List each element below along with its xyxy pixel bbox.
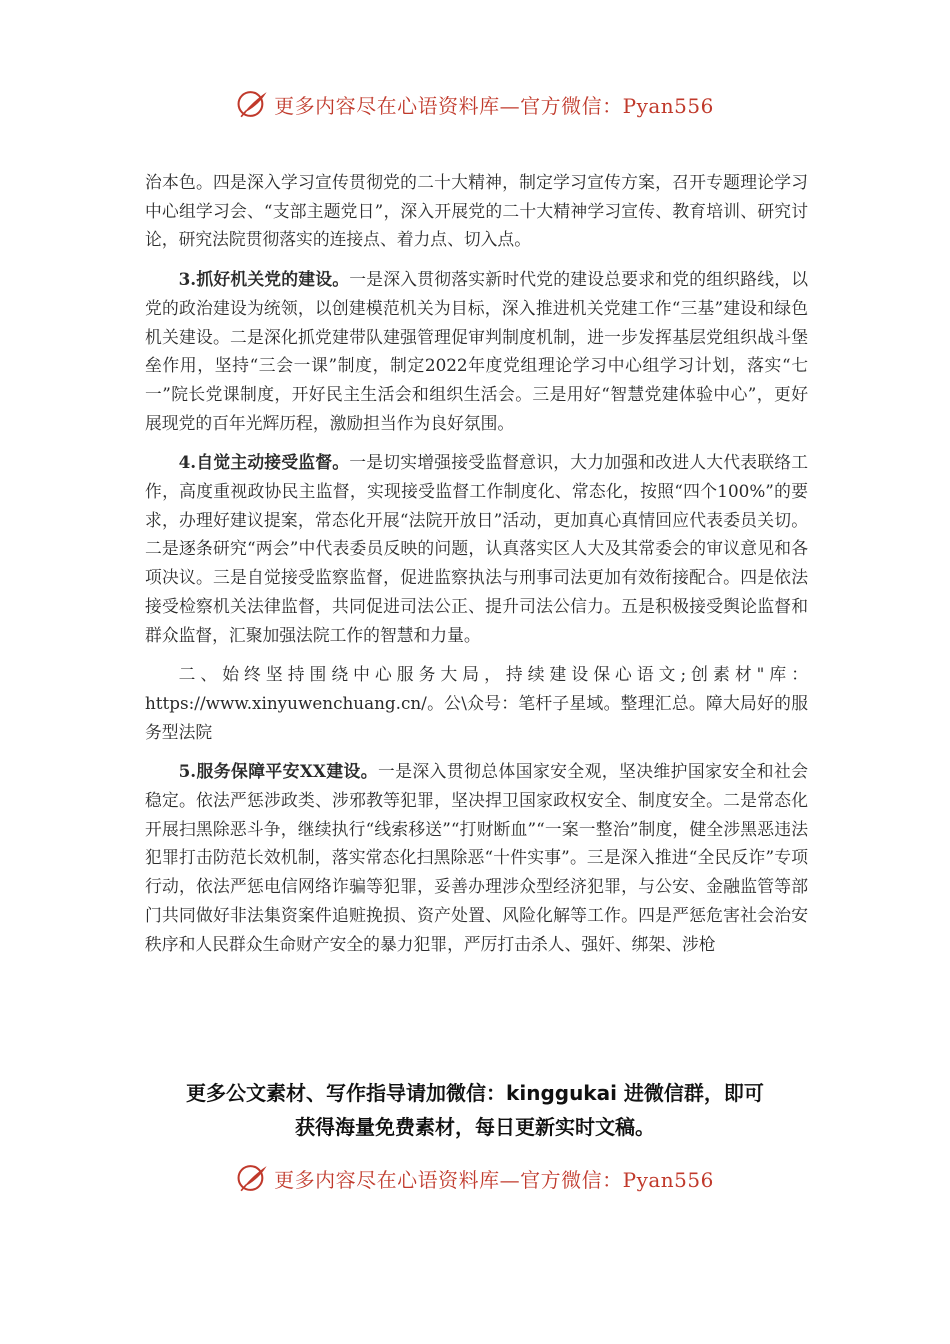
paragraph-body: 治本色。四是深入学习宣传贯彻党的二十大精神，制定学习宣传方案，召开专题理论学习中心组学习会、“支部主题党日”，深入开展党的二十大精神学习宣传、教育培训、研究讨论，研究法院贯彻落实的连接点、着力点、切入点。 [145,172,808,250]
paragraph [145,660,808,746]
quill-logo-icon [236,1161,270,1195]
promo-line-2: 获得海量免费素材，每日更新实时文稿。 [295,1115,655,1139]
paragraph [145,757,808,958]
paragraph-body: 一是深入贯彻总体国家安全观，坚决维护国家安全和社会稳定。依法严惩涉政类、涉邪教等犯罪，坚决捍卫国家政权安全、制度安全。二是常态化开展扫黑除恶斗争，继续执行“线索移送”“打财断血”“一案一整治”制度，健全涉黑恶违法犯罪打击防范长效机制，落实常态化扫黑除恶“十件实事”。三是深入推进“全民反诈”专项行动，依法严惩电信网络诈骗等犯罪，妥善办理涉众型经济犯罪，与公安、金融监管等部门共同做好非法集资案件追赃挽损、资产处置、风险化解等工作。四是严惩危害社会治安秩序和人民群众生命财产安全的暴力犯罪，严厉打击杀人、强奸、绑架、涉枪 [145,761,808,954]
paragraph-body: 一是深入贯彻落实新时代党的建设总要求和党的组织路线，以党的政治建设为统领，以创建模范机关为目标，深入推进机关党建工作“三基”建设和绿色机关建设。二是深化抓党建带队建强管理促审判制度机制，进一步发挥基层党组织战斗堡垒作用，坚持“三会一课”制度，制定2022年度党组理论学习中心组学习计划，落实“七一”院长党课制度，开好民主生活会和组织生活会。三是用好“智慧党建体验中心”，更好展现党的百年光辉历程，激励担当作为良好氛围。 [145,269,808,433]
quill-logo-icon [236,87,270,121]
document-body [145,168,808,969]
paragraph-heading: 4.自觉主动接受监督。 [178,452,350,473]
paragraph-heading: 5.服务保障平安XX建设。 [178,761,378,782]
paragraph [145,265,808,437]
paragraph-body: 一是切实增强接受监督意识，大力加强和改进人大代表联络工作，高度重视政协民主监督，实现接受监督工作制度化、常态化，按照“四个100%”的要求，办理好建议提案，常态化开展“法院开放日”活动，更加真心真情回应代表委员关切。二是逐条研究“两会”中代表委员反映的问题，认真落实区人大及其常委会的审议意见和各项决议。三是自觉接受监察监督，促进监察执法与刑事司法更加有效衔接配合。四是依法接受检察机关法律监督，共同促进司法公正、提升司法公信力。五是积极接受舆论监督和群众监督，汇聚加强法院工作的智慧和力量。 [145,452,808,645]
banner-text: 更多内容尽在心语资料库—官方微信：Pyan556 [274,1167,714,1192]
footer-banner [0,1158,950,1198]
promo-line-1: 更多公文素材、写作指导请加微信：kinggukai 进微信群，即可 [186,1081,764,1105]
promo-notice [0,1076,950,1144]
paragraph [145,448,808,649]
paragraph-heading: 3.抓好机关党的建设。 [178,269,350,290]
banner-text: 更多内容尽在心语资料库—官方微信：Pyan556 [274,93,714,118]
paragraph [145,168,808,254]
paragraph-body: 二、始终坚持围绕中心服务大局，持续建设保心语文;创素材"库：https://www.xinyuwenchuang.cn/。公\众号：笔杆子星域。整理汇总。障大局好的服务型法院 [145,664,808,742]
header-banner [0,84,950,124]
